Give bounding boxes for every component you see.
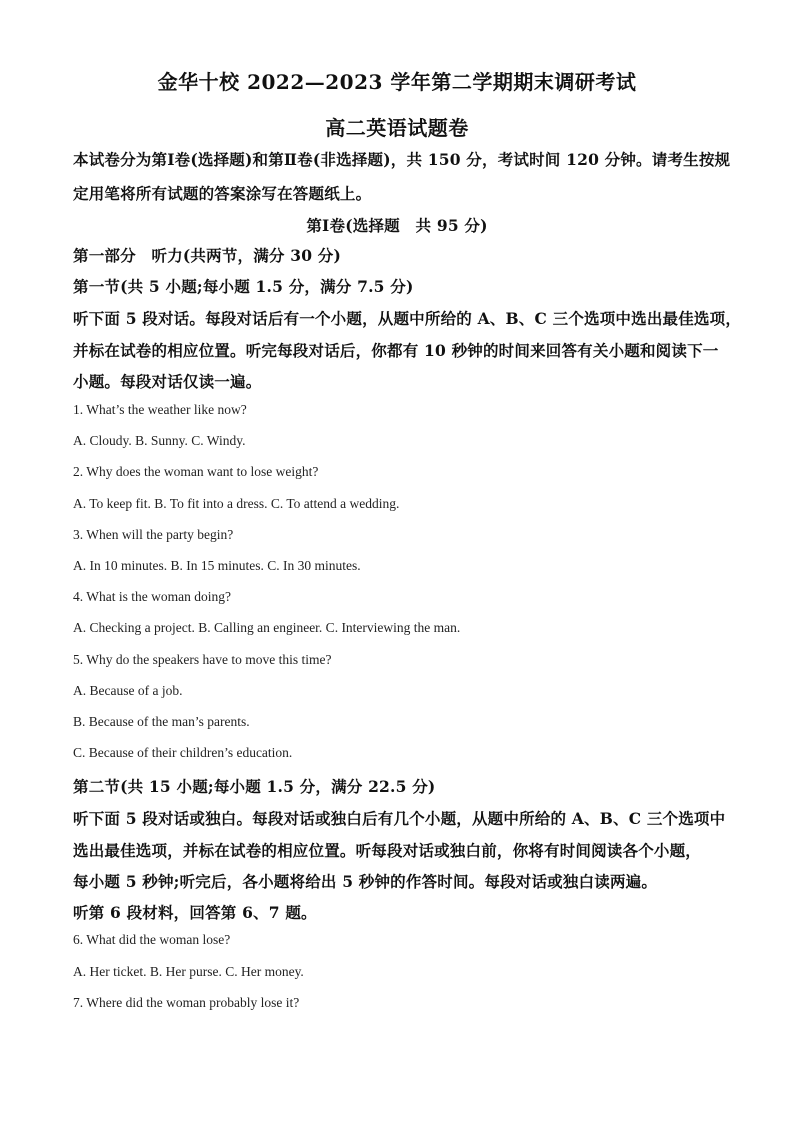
- question-4: 4. What is the woman doing?: [73, 589, 231, 604]
- section1-instruction-3: 小题。每段对话仅读一遍。: [73, 372, 262, 391]
- material6-heading: 听第 6 段材料，回答第 6、7 题。: [73, 903, 317, 922]
- question-5-option-c: C. Because of their children’s education.: [73, 745, 293, 760]
- section2-instruction-1: 听下面 5 段对话或独白。每段对话或独白后有几个小题，从题中所给的 A、B、C 三个选项中: [73, 809, 726, 828]
- question-6-options: A. Her ticket. B. Her purse. C. Her money.: [73, 964, 304, 979]
- exam-subtitle: 高二英语试题卷: [325, 116, 469, 140]
- question-5: 5. Why do the speakers have to move this time?: [73, 652, 332, 667]
- section2-instruction-2: 选出最佳选项，并标在试卷的相应位置。听每段对话或独白前，你将有时间阅读各个小题，: [73, 841, 702, 860]
- section2-heading: 第二节(共 15 小题;每小题 1.5 分，满分 22.5 分): [73, 777, 436, 796]
- section1-instruction-2: 并标在试卷的相应位置。听完每段对话后，你都有 10 秒钟的时间来回答有关小题和阅读下一: [73, 341, 719, 360]
- section1-instruction-1: 听下面 5 段对话。每段对话后有一个小题，从题中所给的 A、B、C 三个选项中选出最佳选项，: [73, 309, 742, 328]
- question-3-options: A. In 10 minutes. B. In 15 minutes. C. In 30 minutes.: [73, 558, 361, 573]
- question-7: 7. Where did the woman probably lose it?: [73, 995, 300, 1010]
- exam-title: 金华十校 2022—2023 学年第二学期期末调研考试: [157, 70, 637, 94]
- section2-instruction-3: 每小题 5 秒钟;听完后，各小题将给出 5 秒钟的作答时间。每段对话或独白读两遍。: [73, 872, 658, 891]
- section1-heading: 第一节(共 5 小题;每小题 1.5 分，满分 7.5 分): [73, 277, 414, 296]
- question-1: 1. What’s the weather like now?: [73, 402, 247, 417]
- question-6: 6. What did the woman lose?: [73, 932, 231, 947]
- question-1-options: A. Cloudy. B. Sunny. C. Windy.: [73, 433, 246, 448]
- question-5-option-b: B. Because of the man’s parents.: [73, 714, 250, 729]
- question-2-options: A. To keep fit. B. To fit into a dress. C. To attend a wedding.: [73, 496, 400, 511]
- question-4-options: A. Checking a project. B. Calling an engineer. C. Interviewing the man.: [73, 620, 461, 635]
- volume1-heading: 第Ⅰ卷(选择题 共 95 分): [306, 216, 488, 235]
- question-2: 2. Why does the woman want to lose weight?: [73, 464, 319, 479]
- part1-heading: 第一部分 听力(共两节，满分 30 分): [73, 246, 342, 265]
- intro-line-1: 本试卷分为第Ⅰ卷(选择题)和第Ⅱ卷(非选择题)，共 150 分，考试时间 120 分钟。请考生按规: [73, 150, 731, 169]
- question-5-option-a: A. Because of a job.: [73, 683, 183, 698]
- question-3: 3. When will the party begin?: [73, 527, 234, 542]
- intro-line-2: 定用笔将所有试题的答案涂写在答题纸上。: [73, 184, 372, 203]
